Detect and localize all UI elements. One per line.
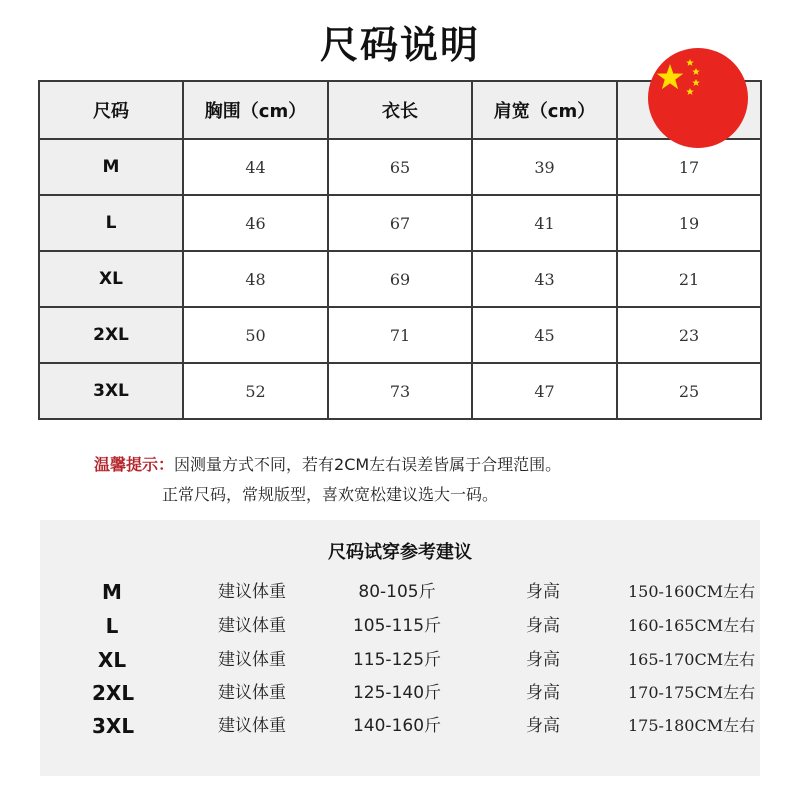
cell-chest: 44 <box>183 139 328 195</box>
reco-height-label: 身高 <box>526 683 560 703</box>
tips-label: 温馨提示： <box>94 455 175 474</box>
cell-sleeve: 23 <box>617 307 761 363</box>
table-row <box>39 139 761 195</box>
china-flag-icon <box>648 48 748 148</box>
reco-height-label: 身高 <box>526 616 560 636</box>
cell-shoulder: 41 <box>472 195 617 251</box>
table-row <box>39 363 761 419</box>
reco-height: 150-160CM左右 <box>628 582 756 601</box>
reco-weight-label: 建议体重 <box>218 582 286 602</box>
table-row <box>39 307 761 363</box>
reco-height-label: 身高 <box>526 582 560 602</box>
header-shoulder: 肩宽（cm） <box>472 81 617 139</box>
row-size: XL <box>39 251 183 307</box>
row-size: L <box>39 195 183 251</box>
reco-weight: 115-125斤 <box>352 650 442 670</box>
row-size: 2XL <box>39 307 183 363</box>
table-row <box>39 195 761 251</box>
header-length: 衣长 <box>328 81 472 139</box>
reco-weight: 125-140斤 <box>352 683 442 703</box>
cell-shoulder: 43 <box>472 251 617 307</box>
reco-size: 3XL <box>92 714 135 738</box>
cell-sleeve: 21 <box>617 251 761 307</box>
reco-height-label: 身高 <box>526 650 560 670</box>
cell-shoulder: 47 <box>472 363 617 419</box>
row-size: M <box>39 139 183 195</box>
list-item <box>40 610 760 642</box>
reco-weight-label: 建议体重 <box>218 650 286 670</box>
reco-height: 165-170CM左右 <box>628 650 756 669</box>
cell-length: 65 <box>328 139 472 195</box>
row-size: 3XL <box>39 363 183 419</box>
reco-height: 160-165CM左右 <box>628 616 756 635</box>
size-chart-table <box>38 80 762 420</box>
list-item <box>40 644 760 676</box>
cell-length: 73 <box>328 363 472 419</box>
cell-chest: 52 <box>183 363 328 419</box>
reco-weight-label: 建议体重 <box>218 616 286 636</box>
reco-size: L <box>105 614 119 638</box>
header-chest: 胸围（cm） <box>183 81 328 139</box>
reco-height-label: 身高 <box>526 716 560 736</box>
reco-weight-label: 建议体重 <box>218 683 286 703</box>
tips-line-1 <box>94 450 561 480</box>
cell-length: 69 <box>328 251 472 307</box>
reco-size: M <box>102 580 122 604</box>
fit-recommendation-panel <box>40 520 760 776</box>
list-item <box>40 677 760 709</box>
tips-text-2: 正常尺码，常规版型，喜欢宽松建议选大一码。 <box>162 485 499 504</box>
cell-sleeve: 19 <box>617 195 761 251</box>
cell-length: 71 <box>328 307 472 363</box>
cell-length: 67 <box>328 195 472 251</box>
reco-weight: 105-115斤 <box>352 616 442 636</box>
tips-text-1: 因测量方式不同，若有2CM左右误差皆属于合理范围。 <box>174 455 562 474</box>
reco-size: 2XL <box>92 681 135 705</box>
reco-weight: 80-105斤 <box>358 582 436 602</box>
table-row <box>39 251 761 307</box>
reco-height: 170-175CM左右 <box>628 683 756 702</box>
cell-sleeve: 25 <box>617 363 761 419</box>
cell-chest: 50 <box>183 307 328 363</box>
cell-shoulder: 45 <box>472 307 617 363</box>
tips-block <box>94 450 561 510</box>
reco-size: XL <box>97 648 127 672</box>
cell-chest: 48 <box>183 251 328 307</box>
list-item <box>40 710 760 742</box>
reco-height: 175-180CM左右 <box>628 716 756 735</box>
cell-chest: 46 <box>183 195 328 251</box>
list-item <box>40 576 760 608</box>
cell-shoulder: 39 <box>472 139 617 195</box>
reco-weight-label: 建议体重 <box>218 716 286 736</box>
header-size: 尺码 <box>39 81 183 139</box>
page-title: 尺码说明 <box>319 23 480 67</box>
reco-weight: 140-160斤 <box>352 716 442 736</box>
cell-sleeve: 17 <box>617 139 761 195</box>
recommendation-title: 尺码试穿参考建议 <box>328 542 472 563</box>
